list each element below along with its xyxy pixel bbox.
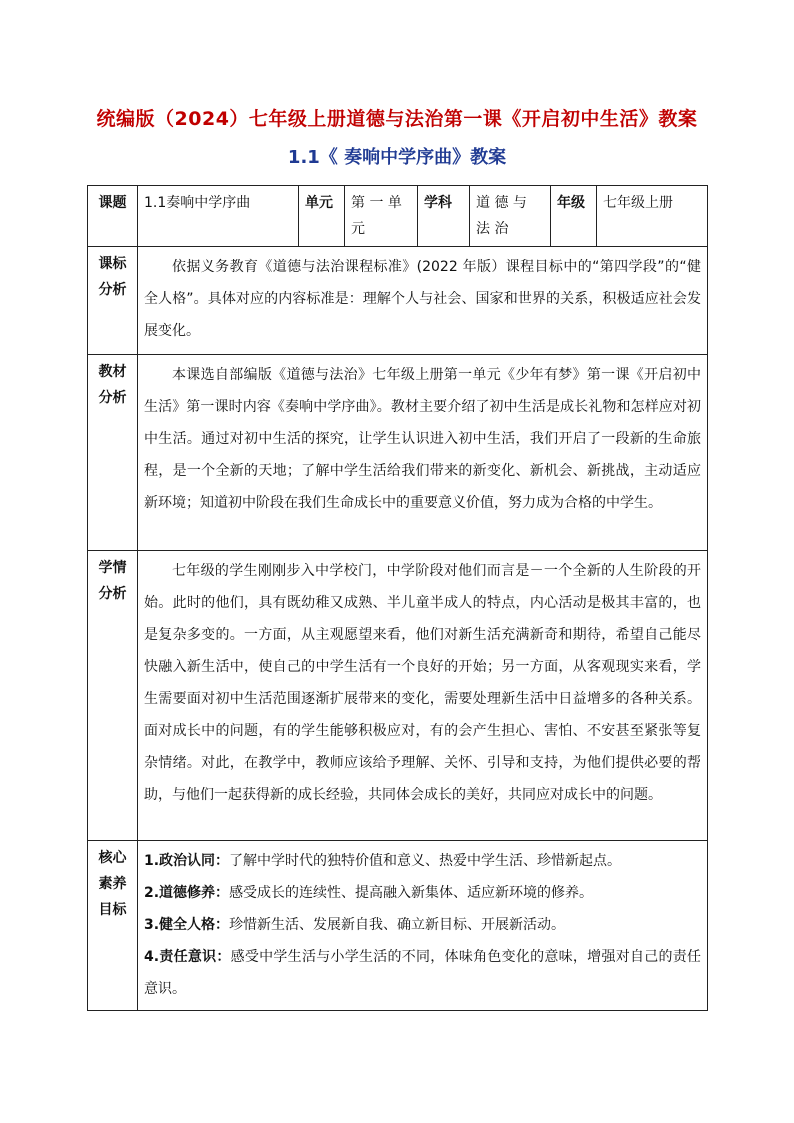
goal-head: 3.健全人格： [144, 917, 230, 933]
goal-item [144, 909, 701, 941]
goals-cell [138, 841, 708, 1011]
goals-row [88, 841, 708, 1011]
textbook-label: 教材分析 [88, 355, 138, 551]
unit-label: 单元 [299, 186, 345, 247]
standard-cell [138, 247, 708, 355]
standard-label: 课标分析 [88, 247, 138, 355]
goal-text: 珍惜新生活、发展新自我、确立新目标、开展新活动。 [229, 917, 566, 933]
goal-head: 1.政治认同： [144, 853, 230, 869]
document-subtitle: 1.1《 奏响中学序曲》教案 [287, 147, 507, 168]
subject-label: 学科 [418, 186, 470, 247]
goal-item [144, 941, 701, 1005]
students-label: 学情分析 [88, 551, 138, 841]
header-row [88, 186, 708, 247]
goal-head: 2.道德修养： [144, 885, 230, 901]
goals-label: 核心素养目标 [88, 841, 138, 1011]
grade-label: 年级 [551, 186, 597, 247]
students-row [88, 551, 708, 841]
grade-value: 七年级上册 [597, 186, 708, 247]
standard-row [88, 247, 708, 355]
lesson-plan-table [87, 185, 708, 1011]
textbook-text: 本课选自部编版《道德与法治》七年级上册第一单元《少年有梦》第一课《开启初中生活》第一课时内容《奏响中学序曲》。教材主要介绍了初中生活是成长礼物和怎样应对初中生活。通过对初中生活的探究，让学生认识进入初中生活，我们开启了一段新的生命旅程，是一个全新的天地；了解中学生活给我们带来的新变化、新机会、新挑战，主动适应新环境；知道初中阶段在我们生命成长中的重要意义价值，努力成为合格的中学生。 [144, 367, 701, 511]
topic-label: 课题 [88, 186, 138, 247]
textbook-row [88, 355, 708, 551]
standard-text: 依据义务教育《道德与法治课程标准》(2022 年版）课程目标中的“第四学段”的“健全人格”。具体对应的内容标准是：理解个人与社会、国家和世界的关系，积极适应社会发展变化。 [144, 259, 701, 339]
unit-value: 第 一 单 元 [345, 186, 418, 247]
document-title: 统编版（2024）七年级上册道德与法治第一课《开启初中生活》教案 [96, 108, 698, 130]
students-text: 七年级的学生刚刚步入中学校门，中学阶段对他们而言是－一个全新的人生阶段的开始。此时的他们，具有既幼稚又成熟、半儿童半成人的特点，内心活动是极其丰富的，也是复杂多变的。一方面，从主观愿望来看，他们对新生活充满新奇和期待，希望自己能尽快融入新生活中，使自己的中学生活有一个良好的开始；另一方面，从客观现实来看，学生需要面对初中生活范围逐渐扩展带来的变化，需要处理新生活中日益增多的各种关系。面对成长中的问题，有的学生能够积极应对，有的会产生担心、害怕、不安甚至紧张等复杂情绪。对此，在教学中，教师应该给予理解、关怀、引导和支持，为他们提供必要的帮助，与他们一起获得新的成长经验，共同体会成长的美好，共同应对成长中的问题。 [144, 563, 701, 803]
goal-text: 感受成长的连续性、提高融入新集体、适应新环境的修养。 [229, 885, 594, 901]
goal-text: 了解中学时代的独特价值和意义、热爱中学生活、珍惜新起点。 [229, 853, 622, 869]
subject-value: 道 德 与 法 治 [470, 186, 551, 247]
goal-text: 感受中学生活与小学生活的不同，体味角色变化的意味，增强对自己的责任意识。 [144, 949, 702, 997]
goal-item [144, 877, 701, 909]
goal-item [144, 845, 701, 877]
textbook-cell [138, 355, 708, 551]
students-cell [138, 551, 708, 841]
goal-head: 4.责任意识： [144, 949, 231, 965]
topic-value: 1.1奏响中学序曲 [138, 186, 299, 247]
